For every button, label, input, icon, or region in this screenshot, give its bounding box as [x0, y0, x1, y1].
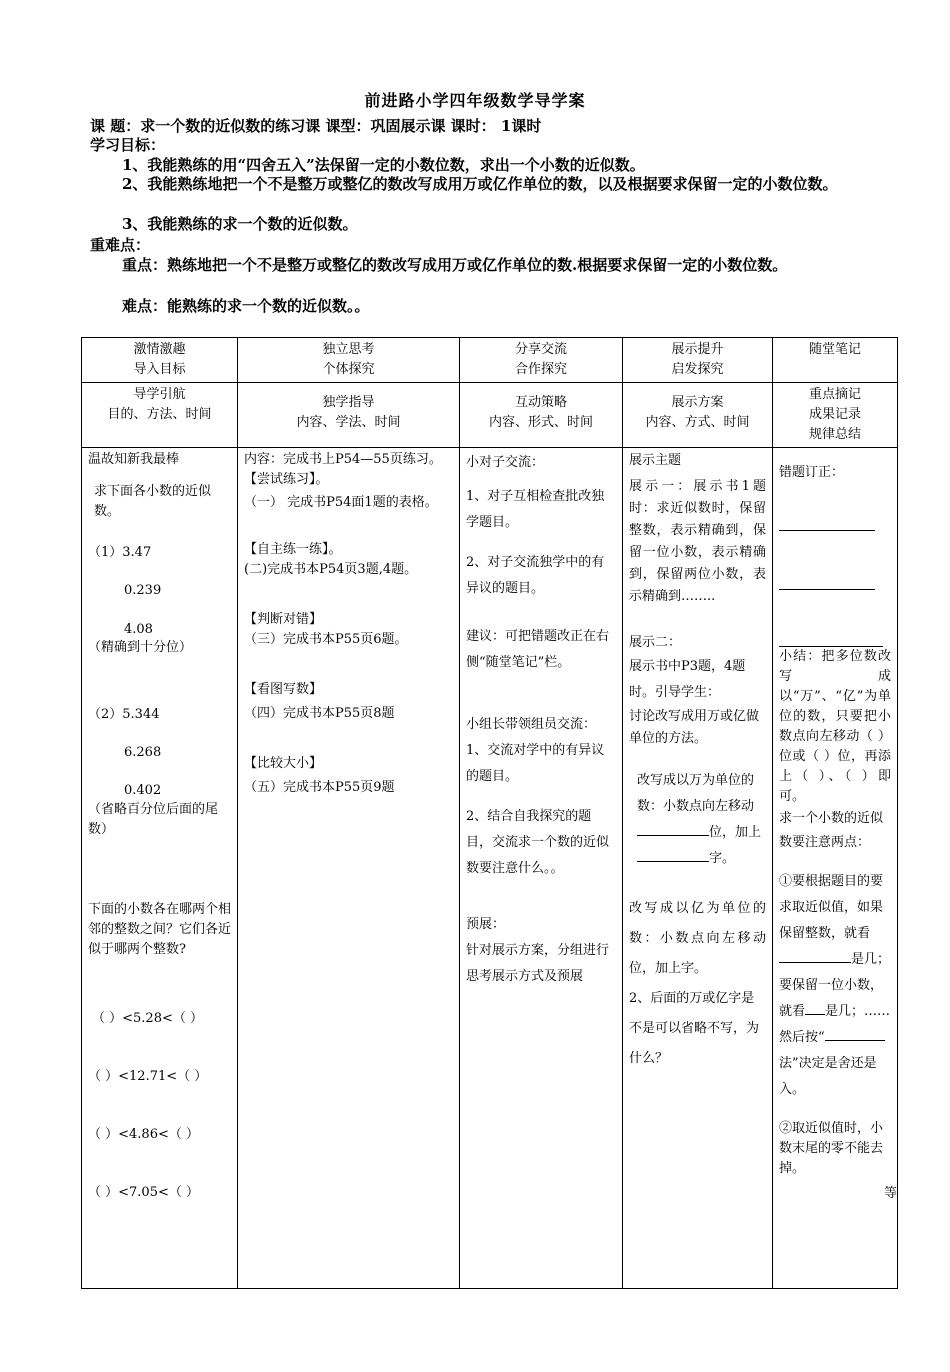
fill-blank[interactable]	[805, 1000, 825, 1015]
goal-1: 1、我能熟练的用“四舍五入”法保留一定的小数位数，求出一个小数的近似数。	[122, 156, 645, 174]
decimal-group-1	[88, 534, 231, 650]
strategy-item: 1、对子互相检查批改独学题目。	[466, 489, 605, 530]
key-point: 重点：熟练地把一个不是整万或整亿的数改写成用万或亿作单位的数.根据要求保留一定的小数位数。	[122, 256, 788, 274]
header-cell: 独学指导 内容、学法、时间	[238, 383, 460, 448]
decimal-item: 0.239	[124, 583, 162, 598]
error-correction: 错题订正：	[779, 465, 845, 480]
section-item: （五）完成书本P55页9题	[244, 780, 395, 795]
wan-conversion	[629, 768, 766, 872]
inequality-list	[88, 990, 231, 1222]
show-theme: 展示主题	[629, 453, 682, 468]
header-cell: 激情激趣 导入目标	[82, 338, 238, 383]
section-item: (二)完成书本P54页3题,4题。	[244, 562, 418, 577]
decimal-group-2	[88, 696, 231, 810]
note-text: ①要根据题目的要求取近似值，如果保留整数，就看	[779, 874, 884, 941]
goals-label: 学习目标：	[90, 136, 166, 154]
wan-text: 改写成以万为单位的数：小数点向左移动	[637, 773, 755, 814]
header-cell: 随堂笔记	[773, 338, 898, 383]
col-notes	[773, 448, 898, 1289]
precision-note-1: （精确到十分位）	[88, 640, 193, 655]
difficult-point: 难点：能熟练的求一个数的近似数。。	[122, 297, 370, 315]
col-self-study	[238, 448, 460, 1289]
note-text: 是几；要保留一位小数，就看	[779, 952, 891, 1019]
section-tag: 【尝试练习】。	[244, 472, 329, 487]
show-one: 展示一：展示书1题时：求近似数时，保留整数，表示精确到，保留一位小数，表示精确到，保留两位小数，表示精确到……..	[629, 479, 766, 604]
inequality-item: （ ）<5.28<（ ）	[92, 1011, 203, 1026]
section-tag: 【比较大小】	[244, 756, 323, 771]
intro-heading: 温故知新我最棒	[88, 452, 180, 467]
group-exchange: 小组长带领组员交流：	[466, 717, 597, 732]
goal-2: 2、我能熟练地把一个不是整万或整亿的数改写成用万或亿作单位的数，以及根据要求保留一定的小数位数。	[122, 175, 838, 193]
header-cell: 互动策略 内容、形式、时间	[460, 383, 623, 448]
header-cell: 展示方案 内容、方式、时间	[623, 383, 773, 448]
fill-blank[interactable]	[779, 948, 851, 963]
section-item: （三）完成书本P55页6题。	[244, 632, 408, 647]
table-header-row-2	[82, 383, 898, 448]
notes-intro: 求一个小数的近似数要注意两点：	[779, 811, 884, 850]
header-cell: 分享交流 合作探究	[460, 338, 623, 383]
goal-3: 3、我能熟练的求一个数的近似数。	[122, 215, 358, 233]
suggestion: 建议：可把错题改正在右侧“随堂笔记”栏。	[466, 629, 610, 670]
decimal-item: （1）3.47	[88, 545, 152, 560]
col-intro	[82, 448, 238, 1289]
section-tag: 【看图写数】	[244, 682, 323, 697]
header-cell: 重点摘记 成果记录 规律总结	[773, 383, 898, 448]
fill-blank[interactable]	[825, 1026, 885, 1041]
pair-exchange: 小对子交流：	[466, 455, 545, 470]
show-two-b: 讨论改写成用万或亿做单位的方法。	[629, 709, 760, 746]
strategy-item: 2、结合自我探究的题目，交流求一个数的近似数要注意什么。。	[466, 809, 610, 876]
inequality-item: （ ）<7.05<（ ）	[88, 1185, 199, 1200]
approx-task: 求下面各小数的近似数。	[94, 484, 212, 519]
inequality-item: （ ）<12.71<（ ）	[88, 1069, 208, 1084]
trailing-mark: 等	[883, 1186, 897, 1201]
note-one	[779, 869, 891, 1103]
strategy-item: 1、交流对学中的有异议的题目。	[466, 743, 605, 784]
section-tag: 【自主练一练】。	[244, 542, 342, 557]
wan-text: 字。	[709, 851, 736, 866]
header-cell: 导学引航 目的、方法、时间	[82, 383, 238, 448]
preview-label: 预展：	[466, 917, 506, 932]
wan-text: 位，加上	[709, 825, 762, 840]
header-cell: 展示提升 启发探究	[623, 338, 773, 383]
col-interaction	[460, 448, 623, 1289]
neighbor-task: 下面的小数各在哪两个相邻的整数之间？它们各近似于哪两个整数?	[88, 902, 232, 957]
key-label: 重难点：	[90, 236, 151, 254]
table-header-row-1	[82, 338, 898, 383]
section-item: （一） 完成书P54面1题的表格。	[244, 495, 438, 510]
section-tag: 【判断对错】	[244, 612, 323, 627]
decimal-item: 6.268	[124, 745, 162, 760]
note-text: 是几；……然后按“	[779, 1004, 891, 1045]
header-cell: 独立思考 个体探究	[238, 338, 460, 383]
fill-blank[interactable]	[637, 821, 709, 836]
yi-conversion: 改写成以亿为单位的数：小数点向左移动位，加上字。	[629, 901, 766, 976]
page-title: 前进路小学四年级数学导学案	[364, 91, 586, 110]
section-item: （四）完成书本P55页8题	[244, 706, 395, 721]
strategy-item: 2、对子交流独学中的有异议的题目。	[466, 555, 605, 596]
study-content: 内容：完成书上P54—55页练习。	[244, 452, 442, 467]
lesson-line: 课 题：求一个数的近似数的练习课 课型：巩固展示课 课时： 1课时	[90, 117, 542, 135]
decimal-item: （2）5.344	[88, 707, 160, 722]
note-two: ②取近似值时，小数末尾的零不能去掉。	[779, 1121, 884, 1176]
col-presentation	[623, 448, 773, 1289]
precision-note-2: （省略百分位后面的尾数）	[88, 802, 219, 837]
show-two-title: 展示二：	[629, 635, 682, 650]
question-two: 2、后面的万或亿字是不是可以省略不写，为什么？	[629, 991, 760, 1066]
show-two: 展示书中P3题，4题时。引导学生：	[629, 659, 746, 700]
decimal-item: 4.08	[124, 622, 153, 637]
summary: 小结：把多位数改写成以“万”、“亿”为单位的数，只要把小数点向左移动（ ）位或（ ）位，再添上（ ）、（ ）即可。	[779, 649, 891, 804]
lesson-table	[81, 337, 898, 1289]
note-text: 法”决定是舍还是入。	[779, 1056, 877, 1097]
decimal-item: 0.402	[124, 783, 162, 798]
table-body-row	[82, 448, 898, 1289]
inequality-item: （ ）<4.86<（ ）	[88, 1127, 199, 1142]
preview-text: 针对展示方案，分组进行思考展示方式及预展	[466, 943, 610, 984]
fill-blank[interactable]	[637, 847, 709, 862]
